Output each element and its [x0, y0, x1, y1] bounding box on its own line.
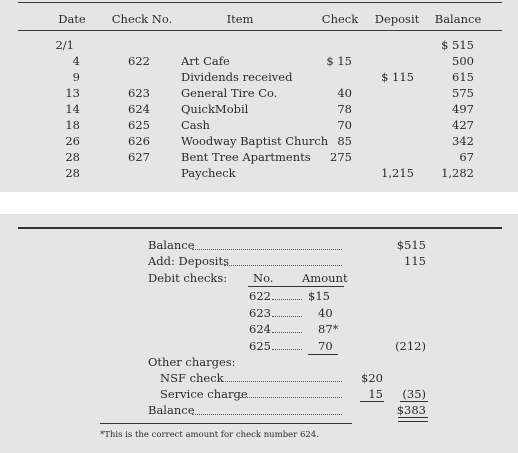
row-date: 4 — [72, 54, 80, 68]
footnote-rule — [100, 423, 352, 424]
row-balance: $ 515 — [441, 38, 474, 52]
leader-dots — [192, 414, 342, 415]
row-deposit: 1,215 — [381, 166, 414, 180]
check-amount: 87* — [318, 322, 339, 336]
no-column-header: No. — [253, 271, 274, 285]
leader-dots — [192, 249, 342, 250]
row-check-no: 627 — [128, 150, 150, 164]
nsf-check-label: NSF check — [160, 371, 224, 385]
debit-checks-label: Debit checks: — [148, 271, 228, 285]
row-balance: 615 — [452, 70, 474, 84]
row-check: 275 — [330, 150, 352, 164]
header-date: Date — [58, 12, 86, 26]
check-amount: 70 — [318, 339, 333, 353]
bank-reconciliation — [0, 214, 518, 453]
deposits-label: Add: Deposits — [148, 254, 229, 268]
final-balance-value: $383 — [396, 403, 426, 417]
row-balance: 342 — [452, 134, 474, 148]
table-top-rule — [18, 2, 502, 3]
row-date: 28 — [65, 150, 80, 164]
check-number: 623 — [249, 306, 271, 320]
header-rule — [18, 30, 502, 31]
row-balance: 575 — [452, 86, 474, 100]
balance-value: $515 — [396, 238, 426, 252]
deposits-value: 115 — [404, 254, 426, 268]
header-check-no: Check No. — [111, 12, 173, 26]
nsf-check-value: $20 — [361, 371, 383, 385]
row-check: 70 — [337, 118, 352, 132]
final-balance-label: Balance — [148, 403, 195, 417]
check-number: 625 — [249, 339, 271, 353]
subtotal-rule — [360, 401, 384, 402]
row-check-no: 625 — [128, 118, 150, 132]
check-number: 622 — [249, 289, 271, 303]
row-check-no: 624 — [128, 102, 150, 116]
header-balance: Balance — [434, 12, 482, 26]
row-item: Art Cafe — [181, 54, 230, 68]
row-item: Woodway Baptist Church — [181, 134, 329, 148]
row-check: 40 — [337, 86, 352, 100]
row-check: 85 — [337, 134, 352, 148]
row-check-no: 623 — [128, 86, 150, 100]
other-charges-label: Other charges: — [148, 355, 236, 369]
check-amount: 40 — [318, 306, 333, 320]
row-date: 13 — [65, 86, 80, 100]
row-balance: 427 — [452, 118, 474, 132]
service-charge-label: Service charge — [160, 387, 248, 401]
leader-dots — [224, 265, 342, 266]
recon-top-rule — [18, 227, 502, 229]
header-check: Check — [321, 12, 359, 26]
row-date: 9 — [72, 70, 80, 84]
leader-dots — [272, 316, 302, 317]
leader-dots — [272, 332, 302, 333]
row-item: General Tire Co. — [181, 86, 278, 100]
row-date: 2/1 — [55, 38, 74, 52]
row-deposit: $ 115 — [381, 70, 414, 84]
row-date: 26 — [65, 134, 80, 148]
row-item: Paycheck — [181, 166, 236, 180]
leader-dots — [272, 349, 302, 350]
debit-checks-total: (212) — [395, 339, 426, 353]
row-date: 28 — [65, 166, 80, 180]
leader-dots — [272, 299, 302, 300]
row-check-no: 626 — [128, 134, 150, 148]
amount-column-header: Amount — [302, 271, 348, 285]
row-balance: 67 — [459, 150, 474, 164]
row-date: 18 — [65, 118, 80, 132]
row-balance: 497 — [452, 102, 474, 116]
row-item: Dividends received — [181, 70, 293, 84]
check-register-table — [0, 0, 518, 192]
header-item: Item — [226, 12, 254, 26]
balance-label: Balance — [148, 238, 195, 252]
row-balance: 500 — [452, 54, 474, 68]
double-underline — [398, 417, 428, 422]
row-item: Cash — [181, 118, 210, 132]
row-item: Bent Tree Apartments — [181, 150, 311, 164]
leader-dots — [240, 397, 342, 398]
column-header-rule — [248, 286, 344, 287]
header-deposit: Deposit — [374, 12, 420, 26]
row-date: 14 — [65, 102, 80, 116]
check-number: 624 — [249, 322, 271, 336]
check-amount: $15 — [308, 289, 330, 303]
subtotal-rule — [308, 354, 338, 355]
row-check: $ 15 — [326, 54, 352, 68]
row-item: QuickMobil — [181, 102, 249, 116]
subtotal-rule — [400, 401, 428, 402]
row-balance: 1,282 — [441, 166, 474, 180]
other-charges-total: (35) — [402, 387, 426, 401]
row-check-no: 622 — [128, 54, 150, 68]
service-charge-value: 15 — [368, 387, 383, 401]
footnote: *This is the correct amount for check number 624. — [100, 430, 319, 440]
row-check: 78 — [337, 102, 352, 116]
leader-dots — [218, 381, 342, 382]
